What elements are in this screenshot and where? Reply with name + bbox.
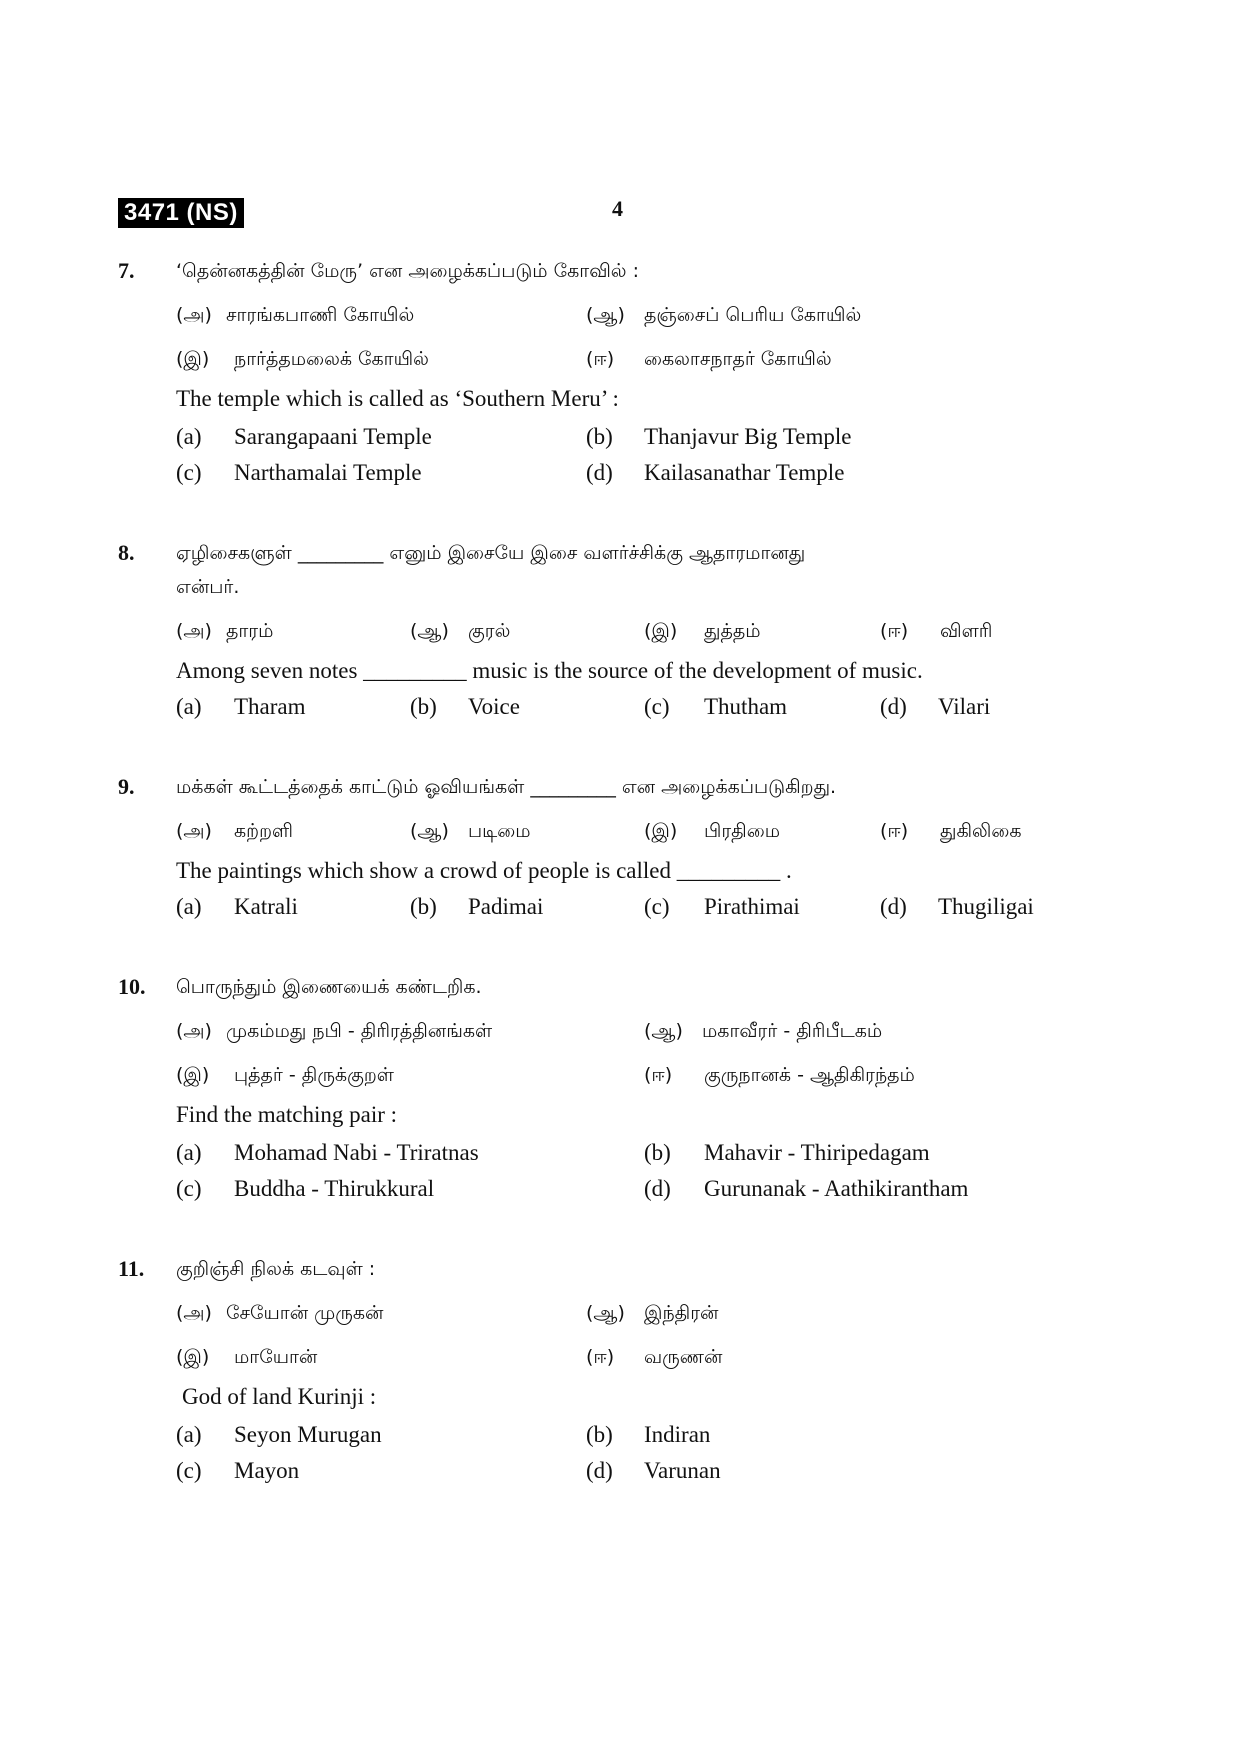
q7-en-opt-d: Kailasanathar Temple — [644, 460, 845, 485]
q9-ta-opt-b: படிமை — [468, 820, 531, 842]
q9-en-opt-a: Katrali — [234, 894, 298, 919]
q7-ta-opt-d-label: (ஈ) — [586, 348, 615, 370]
question-11-number: 11. — [118, 1256, 145, 1281]
q9-en-opt-d-label: (d) — [880, 894, 907, 919]
q10-en-opt-c-label: (c) — [176, 1176, 202, 1201]
q8-en-opt-b-label: (b) — [410, 694, 437, 719]
q9-en-opt-b-label: (b) — [410, 894, 437, 919]
q7-ta-opt-d: கைலாசநாதர் கோயில் — [644, 348, 832, 370]
q11-en-opt-b: Indiran — [644, 1422, 711, 1447]
q11-ta-opt-a-label: (அ) — [176, 1302, 212, 1324]
q9-en-opt-d: Thugiligai — [938, 894, 1034, 919]
q8-ta-opt-d: விளரி — [940, 620, 993, 642]
q7-en-opt-c-label: (c) — [176, 460, 202, 485]
q10-ta-opt-d: குருநானக் - ஆதிகிரந்தம் — [704, 1064, 915, 1086]
q8-ta-opt-a-label: (அ) — [176, 620, 212, 642]
q11-en-opt-c: Mayon — [234, 1458, 300, 1483]
paper-code: 3471 (NS) — [118, 198, 244, 228]
q8-ta-opt-c: துத்தம் — [704, 620, 761, 642]
question-11-tamil: குறிஞ்சி நிலக் கடவுள் : — [176, 1258, 376, 1280]
q9-ta-opt-d-label: (ஈ) — [880, 820, 909, 842]
q9-en-opt-a-label: (a) — [176, 894, 202, 919]
q8-en-opt-c: Thutham — [704, 694, 788, 719]
q9-ta-opt-a-label: (அ) — [176, 820, 212, 842]
question-7-number: 7. — [118, 258, 135, 283]
question-10-tamil: பொருந்தும் இணையைக் கண்டறிக. — [176, 976, 482, 998]
q8-ta-opt-d-label: (ஈ) — [880, 620, 909, 642]
q10-ta-opt-c: புத்தர் - திருக்குறள் — [234, 1064, 394, 1086]
q8-ta-opt-a: தாரம் — [226, 620, 274, 642]
q9-ta-opt-b-label: (ஆ) — [410, 820, 449, 842]
q9-en-opt-c: Pirathimai — [704, 894, 800, 919]
q7-en-opt-a: Sarangapaani Temple — [234, 424, 432, 449]
q10-ta-opt-b-label: (ஆ) — [644, 1020, 683, 1042]
q9-ta-opt-c: பிரதிமை — [704, 820, 780, 842]
q11-ta-opt-b: இந்திரன் — [644, 1302, 719, 1324]
q7-ta-opt-a: சாரங்கபாணி கோயில் — [226, 304, 415, 326]
q7-ta-opt-c-label: (இ) — [176, 348, 210, 370]
question-8-tamil-line1: ஏழிசைகளுள் _________ எனும் இசையே இசை வளர்ச்சிக்கு ஆதாரமானது — [176, 542, 806, 564]
question-10-english: Find the matching pair : — [176, 1102, 398, 1127]
q7-en-opt-d-label: (d) — [586, 460, 613, 485]
q10-en-opt-d: Gurunanak - Aathikirantham — [704, 1176, 969, 1201]
q11-en-opt-d-label: (d) — [586, 1458, 613, 1483]
q9-ta-opt-d: துகிலிகை — [940, 820, 1022, 842]
q9-ta-opt-c-label: (இ) — [644, 820, 678, 842]
q11-en-opt-b-label: (b) — [586, 1422, 613, 1447]
q8-en-opt-c-label: (c) — [644, 694, 670, 719]
question-11-english: God of land Kurinji : — [182, 1384, 377, 1409]
q10-en-opt-a: Mohamad Nabi - Triratnas — [234, 1140, 479, 1165]
q10-ta-opt-b: மகாவீரர் - திரிபீடகம் — [702, 1020, 883, 1042]
q11-ta-opt-d: வருணன் — [644, 1346, 723, 1368]
q11-ta-opt-d-label: (ஈ) — [586, 1346, 615, 1368]
q9-en-opt-c-label: (c) — [644, 894, 670, 919]
question-7-tamil: ‘தென்னகத்தின் மேரு’ என அழைக்கப்படும் கோவில் : — [176, 260, 640, 282]
q10-en-opt-d-label: (d) — [644, 1176, 671, 1201]
q7-en-opt-b: Thanjavur Big Temple — [644, 424, 852, 449]
q11-ta-opt-c: மாயோன் — [234, 1346, 318, 1368]
question-9-english: The paintings which show a crowd of people is called _________ . — [176, 858, 792, 883]
q8-ta-opt-b-label: (ஆ) — [410, 620, 449, 642]
q8-en-opt-a-label: (a) — [176, 694, 202, 719]
q9-ta-opt-a: கற்றளி — [234, 820, 294, 842]
q11-en-opt-c-label: (c) — [176, 1458, 202, 1483]
q8-en-opt-d-label: (d) — [880, 694, 907, 719]
q8-en-opt-d: Vilari — [938, 694, 991, 719]
q7-ta-opt-c: நார்த்தமலைக் கோயில் — [234, 348, 429, 370]
q8-en-opt-a: Tharam — [234, 694, 306, 719]
question-8-tamil-line2: என்பர். — [176, 576, 240, 598]
q7-en-opt-b-label: (b) — [586, 424, 613, 449]
q7-ta-opt-b-label: (ஆ) — [586, 304, 625, 326]
q9-en-opt-b: Padimai — [468, 894, 544, 919]
q7-ta-opt-b: தஞ்சைப் பெரிய கோயில் — [644, 304, 862, 326]
q8-ta-opt-b: குரல் — [468, 620, 511, 642]
question-8-english: Among seven notes _________ music is the source of the development of music. — [176, 658, 923, 683]
page-number: 4 — [612, 196, 623, 221]
question-10-number: 10. — [118, 974, 146, 999]
question-7-english: The temple which is called as ‘Southern Meru’ : — [176, 386, 619, 411]
q10-ta-opt-d-label: (ஈ) — [644, 1064, 673, 1086]
q10-ta-opt-a-label: (அ) — [176, 1020, 212, 1042]
q7-en-opt-c: Narthamalai Temple — [234, 460, 422, 485]
q11-en-opt-d: Varunan — [644, 1458, 721, 1483]
q11-en-opt-a: Seyon Murugan — [234, 1422, 382, 1447]
q11-ta-opt-a: சேயோன் முருகன் — [226, 1302, 384, 1324]
q8-ta-opt-c-label: (இ) — [644, 620, 678, 642]
q10-en-opt-a-label: (a) — [176, 1140, 202, 1165]
q11-ta-opt-b-label: (ஆ) — [586, 1302, 625, 1324]
q10-en-opt-c: Buddha - Thirukkural — [234, 1176, 435, 1201]
question-9-number: 9. — [118, 774, 135, 799]
q11-ta-opt-c-label: (இ) — [176, 1346, 210, 1368]
q10-en-opt-b: Mahavir - Thiripedagam — [704, 1140, 930, 1165]
q10-en-opt-b-label: (b) — [644, 1140, 671, 1165]
q7-en-opt-a-label: (a) — [176, 424, 202, 449]
q8-en-opt-b: Voice — [468, 694, 520, 719]
q7-ta-opt-a-label: (அ) — [176, 304, 212, 326]
q11-en-opt-a-label: (a) — [176, 1422, 202, 1447]
q10-ta-opt-a: முகம்மது நபி - திரிரத்தினங்கள் — [226, 1020, 493, 1042]
q10-ta-opt-c-label: (இ) — [176, 1064, 210, 1086]
question-9-tamil: மக்கள் கூட்டத்தைக் காட்டும் ஓவியங்கள் _________ என அழைக்கப்படுகிறது. — [176, 776, 837, 798]
question-8-number: 8. — [118, 540, 135, 565]
